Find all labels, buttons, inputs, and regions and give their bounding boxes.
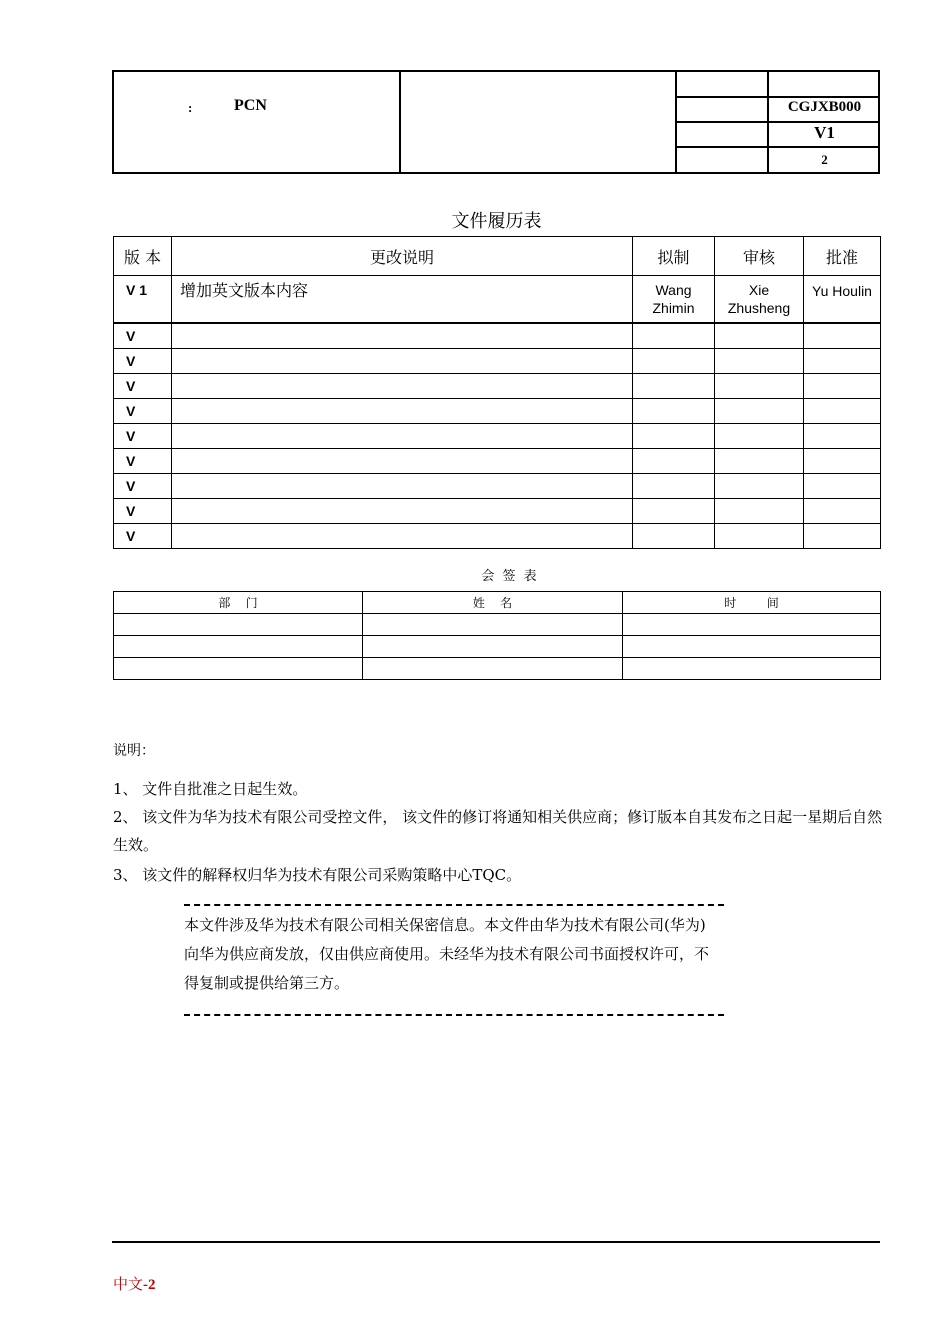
signoff-col-department: 部 门	[114, 592, 363, 614]
header-pcn: PCN	[234, 97, 267, 114]
history-version-cell: V	[114, 424, 172, 449]
history-row	[114, 524, 881, 549]
history-title: 文件履历表	[451, 211, 542, 232]
confidential-line: 得复制或提供给第三方。	[184, 974, 350, 992]
footer-text: 中文	[113, 1275, 144, 1293]
confidential-line: 向华为供应商发放，仅由供应商使用。未经华为技术有限公司书面授权许可，不	[184, 945, 710, 963]
history-col-reviewer: 审核	[715, 237, 804, 276]
history-row	[114, 424, 881, 449]
notes-title: 说明：	[113, 743, 155, 759]
history-version-cell: V	[114, 449, 172, 474]
signoff-col-time: 时 间	[623, 592, 881, 614]
footer	[113, 1273, 156, 1294]
history-version-cell: V	[114, 323, 172, 349]
signoff-title: 会 签 表	[481, 569, 539, 584]
signoff-row	[114, 658, 881, 680]
history-col-approver: 批准	[804, 237, 881, 276]
signoff-row	[114, 614, 881, 636]
history-row	[114, 449, 881, 474]
footer-rule	[112, 1241, 880, 1243]
document-version: V1	[814, 123, 835, 142]
note-item: 2、 该文件为华为技术有限公司受控文件， 该文件的修订将通知相关供应商；修订版本自其发布之日起一星期后自然生效。	[113, 808, 883, 854]
history-version-cell: V	[114, 474, 172, 499]
history-version-cell: V	[114, 349, 172, 374]
document-header	[112, 70, 880, 174]
history-version-cell: V	[114, 399, 172, 424]
document-page: 2	[821, 152, 828, 167]
note-item: 3、 该文件的解释权归华为技术有限公司采购策略中心TQC。	[113, 866, 522, 884]
history-version-cell: V	[114, 524, 172, 549]
history-row	[114, 499, 881, 524]
header-divider	[399, 72, 401, 172]
history-col-version: 版 本	[114, 237, 172, 276]
header-divider	[675, 146, 878, 148]
signoff-header-row	[114, 592, 881, 614]
history-version-cell: V 1	[114, 276, 172, 324]
history-reviewer-cell: Xie Zhusheng	[715, 276, 804, 324]
signoff-row	[114, 636, 881, 658]
history-row	[114, 474, 881, 499]
signoff-col-name: 姓 名	[363, 592, 623, 614]
history-col-drafter: 拟制	[633, 237, 715, 276]
history-approver-cell: Yu Houlin	[804, 276, 881, 324]
history-row	[114, 276, 881, 324]
note-item: 1、 文件自批准之日起生效。	[113, 780, 308, 798]
history-version-cell: V	[114, 374, 172, 399]
history-col-description: 更改说明	[172, 237, 633, 276]
dashed-divider	[184, 904, 724, 906]
history-row	[114, 349, 881, 374]
confidential-line: 本文件涉及华为技术有限公司相关保密信息。本文件由华为技术有限公司(华为)	[184, 916, 706, 934]
history-row	[114, 399, 881, 424]
header-divider	[675, 96, 878, 98]
document-code: CGJXB000	[787, 99, 862, 115]
header-dot: :	[188, 100, 193, 115]
signoff-table	[113, 591, 881, 680]
history-table	[113, 236, 881, 549]
dashed-divider	[184, 1014, 724, 1016]
history-drafter-cell: Wang Zhimin	[633, 276, 715, 324]
history-version-cell: V	[114, 499, 172, 524]
footer-page: -2	[143, 1277, 156, 1293]
history-row	[114, 374, 881, 399]
history-header-row	[114, 237, 881, 276]
history-description-cell: 增加英文版本内容	[172, 276, 633, 324]
history-row	[114, 323, 881, 349]
